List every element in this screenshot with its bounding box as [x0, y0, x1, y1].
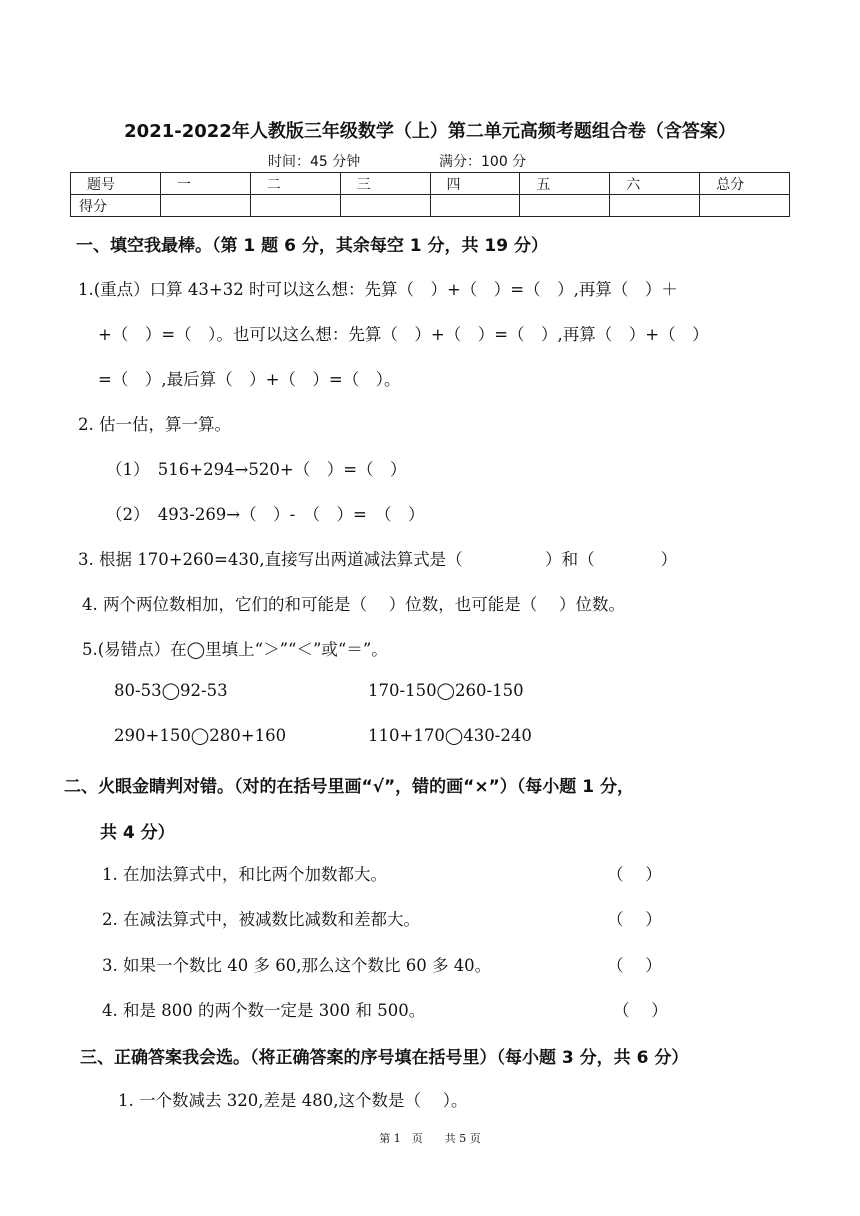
- s2-item-paren[interactable]: （ ）: [613, 1001, 668, 1020]
- score-table-score-row: [71, 195, 790, 217]
- score-cell[interactable]: [610, 195, 700, 217]
- s2-item-text: 2. 在减法算式中，被减数比减数和差都大。: [102, 910, 420, 929]
- s1-q2-1: （1） 516+294→520+（ ）=（ ）: [106, 460, 407, 479]
- score-cell[interactable]: [250, 195, 340, 217]
- score-cell[interactable]: [700, 195, 790, 217]
- score-table-header-cell: 题号: [71, 173, 161, 195]
- s1-q5-a: 80-53◯92-53: [114, 681, 228, 700]
- s1-q5-d: 110+170◯430-240: [368, 726, 532, 745]
- score-cell[interactable]: [160, 195, 250, 217]
- section2-heading-line2: 共 4 分）: [100, 823, 175, 843]
- score-cell[interactable]: [520, 195, 610, 217]
- s1-q5-c: 290+150◯280+160: [114, 726, 287, 745]
- s1-q1-line2: +（ ）=（ ）。也可以这么想：先算（ ）+（ ）=（ ）,再算（ ）+（ ）: [98, 325, 709, 344]
- s1-q1-line3: =（ ）,最后算（ ）+（ ）=（ ）。: [98, 370, 401, 389]
- s2-item-paren[interactable]: （ ）: [607, 956, 662, 975]
- score-table-header-cell: 五: [520, 173, 610, 195]
- s3-q1: 1. 一个数减去 320,差是 480,这个数是（ ）。: [118, 1091, 468, 1110]
- s1-q3: 3. 根据 170+260=430,直接写出两道减法算式是（ ）和（ ）: [78, 550, 678, 569]
- s1-q2: 2. 估一估，算一算。: [78, 415, 231, 434]
- page-footer: 第 1 页 共 5 页: [379, 1132, 481, 1145]
- section1-heading: 一、填空我最棒。（第 1 题 6 分，其余每空 1 分，共 19 分）: [76, 236, 548, 256]
- score-table-header-cell: 总分: [700, 173, 790, 195]
- s2-item-text: 1. 在加法算式中，和比两个加数都大。: [102, 865, 387, 884]
- s2-item-paren[interactable]: （ ）: [607, 910, 662, 929]
- score-cell[interactable]: [430, 195, 520, 217]
- section3-heading: 三、正确答案我会选。（将正确答案的序号填在括号里）（每小题 3 分，共 6 分）: [80, 1048, 689, 1068]
- section2-heading-line1: 二、火眼金睛判对错。（对的在括号里画“√”，错的画“×”）（每小题 1 分，: [64, 777, 634, 797]
- exam-time: 时间：45 分钟: [268, 154, 361, 170]
- score-cell[interactable]: [340, 195, 430, 217]
- score-table-header-cell: 三: [340, 173, 430, 195]
- score-table-header-cell: 一: [160, 173, 250, 195]
- score-table-header-cell: 二: [250, 173, 340, 195]
- s2-item-text: 3. 如果一个数比 40 多 60,那么这个数比 60 多 40。: [102, 956, 492, 975]
- score-row-label: 得分: [71, 195, 161, 217]
- s1-q1-line1: 1.(重点）口算 43+32 时可以这么想：先算（ ）+（ ）=（ ）,再算（ ）＋: [78, 280, 678, 299]
- s2-item-paren[interactable]: （ ）: [607, 865, 662, 884]
- score-table: [70, 172, 790, 217]
- s1-q5: 5.(易错点）在◯里填上“＞”“＜”或“＝”。: [82, 640, 388, 659]
- score-table-header-cell: 六: [610, 173, 700, 195]
- document-title: 2021-2022年人教版三年级数学（上）第二单元高频考题组合卷（含答案）: [124, 121, 736, 142]
- s1-q4: 4. 两个两位数相加，它们的和可能是（ ）位数，也可能是（ ）位数。: [82, 595, 625, 614]
- s2-item-text: 4. 和是 800 的两个数一定是 300 和 500。: [102, 1001, 426, 1020]
- score-table-header-row: [71, 173, 790, 195]
- full-score: 满分：100 分: [439, 154, 527, 170]
- s1-q2-2: （2） 493-269→（ ）- （ ）= （ ）: [106, 505, 425, 524]
- score-table-header-cell: 四: [430, 173, 520, 195]
- s1-q5-b: 170-150◯260-150: [368, 681, 524, 700]
